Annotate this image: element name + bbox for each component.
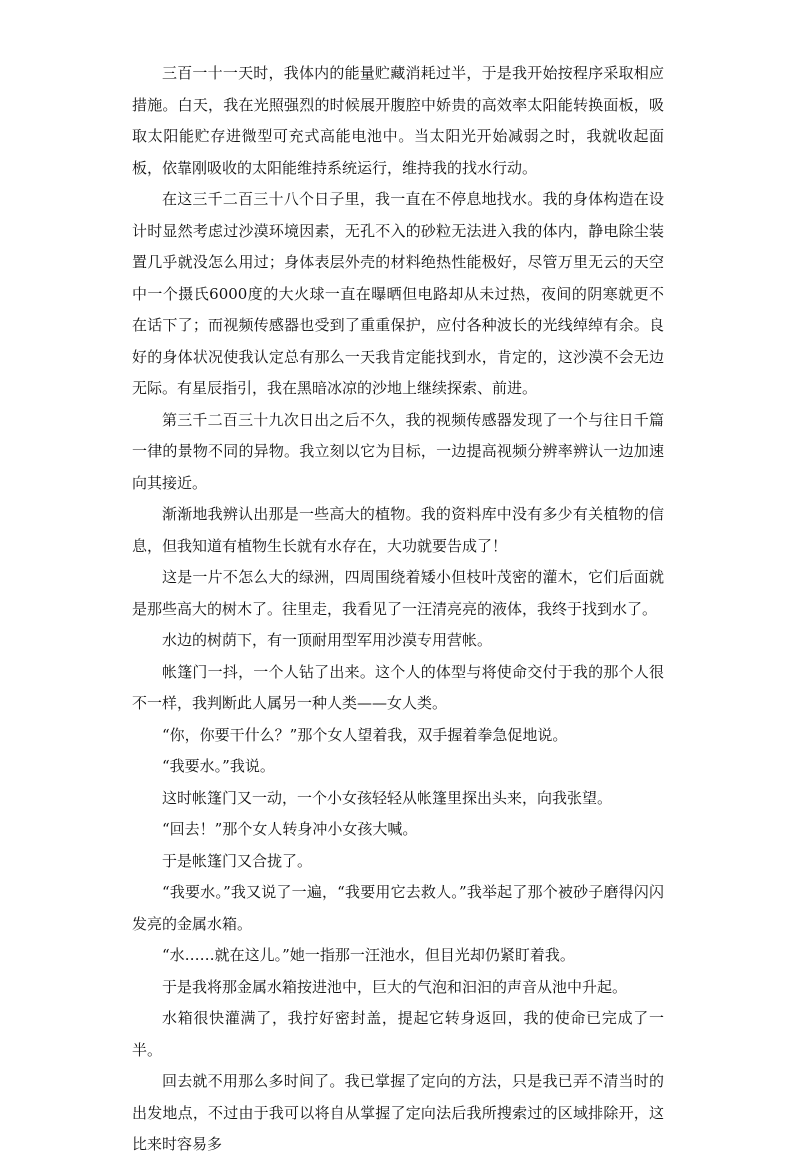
paragraph: “水……就在这儿。”她一指那一汪池水，但目光却仍紧盯着我。 — [162, 946, 575, 964]
paragraph: 渐渐地我辨认出那是一些高大的植物。我的资料库中没有多少有关植物的信息，但我知道有植物生长就有水存在，大功就要告成了！ — [132, 505, 664, 555]
paragraph: 这时帐篷门又一动，一个小女孩轻轻从帐篷里探出头来，向我张望。 — [162, 788, 613, 807]
paragraph: 于是我将那金属水箱按进池中，巨大的气泡和汩汩的声音从池中升起。 — [162, 977, 628, 996]
paragraph: 在这三千二百三十八个日子里，我一直在不停息地找水。我的身体构造在设计时显然考虑过沙漠环境因素，无孔不入的砂粒无法进入我的体内，静电除尘装置几乎就没怎么用过；身体表层外壳的材料绝热性能极好，尽管万里无云的天空中一个摄氏6000度的大火球一直在曝晒但电路却从未过热，夜间的阴寒就更不在话下了；而视频传感器也受到了重重保护，应付各种波长的光线绰绰有余。良好的身体状况使我认定总有那么一天我肯定能找到水，肯定的，这沙漠不会无边无际。有星辰指引，我在黑暗冰凉的沙地上继续探索、前进。 — [132, 190, 664, 397]
paragraph: 水箱很快灌满了，我拧好密封盖，提起它转身返回，我的使命已完成了一半。 — [132, 1009, 664, 1059]
paragraph: 于是帐篷门又合拢了。 — [162, 851, 313, 870]
paragraph: 回去就不用那么多时间了。我已掌握了定向的方法，只是我已弄不清当时的出发地点，不过由于我可以将自从掌握了定向法后我所搜索过的区域排除开，这比来时容易多 — [132, 1072, 664, 1153]
document-page — [132, 58, 664, 1161]
paragraph: “回去！”那个女人转身冲小女孩大喊。 — [162, 820, 418, 838]
paragraph: 三百一十一天时，我体内的能量贮藏消耗过半，于是我开始按程序采取相应措施。白天，我在光照强烈的时候展开腹腔中娇贵的高效率太阳能转换面板，吸取太阳能贮存进微型可充式高能电池中。当太阳光开始减弱之时，我就收起面板，依靠刚吸收的太阳能维持系统运行，维持我的找水行动。 — [132, 64, 664, 177]
paragraph: 第三千二百三十九次日出之后不久，我的视频传感器发现了一个与往日千篇一律的景物不同的异物。我立刻以它为目标，一边提高视频分辨率辨认一边加速向其接近。 — [132, 410, 664, 492]
paragraph: “我要水。”我说。 — [162, 757, 275, 775]
paragraph: “我要水。”我又说了一遍，“我要用它去救人。”我举起了那个被砂子磨得闪闪发亮的金属水箱。 — [132, 883, 664, 933]
paragraph: 水边的树荫下，有一顶耐用型军用沙漠专用营帐。 — [162, 631, 493, 649]
paragraph: 帐篷门一抖，一个人钻了出来。这个人的体型与将使命交付于我的那个人很不一样，我判断此人属另一种人类——女人类。 — [132, 662, 664, 712]
paragraph: “你，你要干什么？”那个女人望着我，双手握着拳急促地说。 — [162, 725, 568, 744]
paragraph: 这是一片不怎么大的绿洲，四周围绕着矮小但枝叶茂密的灌木，它们后面就是那些高大的树木了。往里走，我看见了一汪清亮亮的液体，我终于找到水了。 — [132, 568, 664, 618]
